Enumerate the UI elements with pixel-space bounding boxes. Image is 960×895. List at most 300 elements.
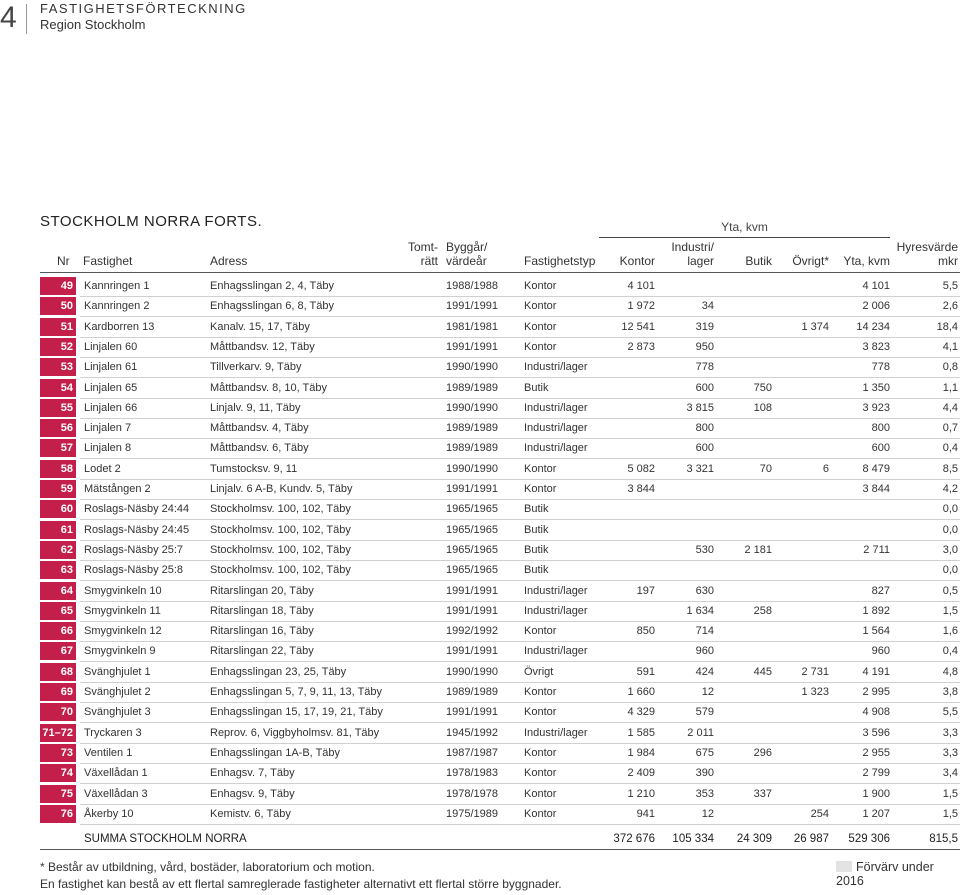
cell-typ: Industri/lager — [524, 401, 588, 414]
cell-typ: Kontor — [524, 483, 557, 495]
cell-industri: 319 — [695, 320, 714, 333]
total-kontor: 372 676 — [613, 833, 655, 845]
cell-hyres: 3,8 — [942, 686, 958, 698]
cell-fastighet: Mätstången 2 — [84, 483, 151, 495]
cell-hyres: 1,5 — [942, 604, 958, 617]
row-number: 57 — [40, 439, 76, 457]
row-number: 54 — [40, 379, 76, 397]
document-title: FASTIGHETSFÖRTECKNING — [40, 1, 247, 16]
table-row — [40, 277, 960, 297]
col-hyres-line2: mkr — [938, 254, 958, 268]
cell-hyres: 0,0 — [942, 564, 958, 577]
cell-fastighet: Smygvinkeln 11 — [84, 604, 161, 617]
cell-hyres: 4,4 — [942, 401, 958, 414]
cell-typ: Industri/lager — [524, 584, 588, 597]
col-fastighetstyp: Fastighetstyp — [524, 254, 596, 268]
cell-ovrigt: 2 731 — [801, 665, 829, 678]
cell-yta: 1 900 — [862, 787, 890, 800]
table-row — [40, 358, 960, 378]
cell-fastighet: Roslags-Näsby 25:7 — [84, 543, 184, 556]
table-row — [40, 338, 960, 358]
table-row — [40, 805, 960, 825]
table-row — [40, 521, 960, 541]
cell-byggar: 1991/1991 — [446, 645, 498, 658]
cell-byggar: 1990/1990 — [446, 462, 498, 475]
header-divider — [26, 4, 27, 34]
cell-typ: Kontor — [524, 787, 557, 800]
row-number: 63 — [40, 561, 76, 579]
cell-byggar: 1988/1988 — [446, 280, 498, 292]
cell-fastighet: Roslags-Näsby 24:44 — [84, 503, 190, 516]
cell-typ: Industri/lager — [524, 422, 588, 435]
cell-adress: Stockholmsv. 100, 102, Täby — [210, 543, 351, 556]
table-row — [40, 785, 960, 805]
cell-byggar: 1991/1991 — [446, 584, 498, 597]
col-ovrigt: Övrigt* — [792, 254, 829, 268]
cell-byggar: 1987/1987 — [446, 746, 498, 759]
cell-fastighet: Tryckaren 3 — [84, 726, 142, 739]
page-number: 4 — [0, 1, 17, 34]
cell-kontor: 12 541 — [621, 320, 655, 333]
cell-yta: 2 995 — [862, 686, 890, 698]
cell-yta: 4 191 — [862, 665, 890, 678]
cell-typ: Kontor — [524, 280, 557, 292]
cell-kontor: 1 972 — [627, 300, 655, 313]
cell-typ: Industri/lager — [524, 726, 588, 739]
cell-ovrigt: 1 323 — [801, 686, 829, 698]
cell-yta: 1 564 — [862, 625, 890, 638]
cell-fastighet: Roslags-Näsby 25:8 — [84, 564, 184, 577]
cell-hyres: 5,5 — [942, 280, 958, 292]
table-row — [40, 724, 960, 744]
col-hyresvarde — [890, 240, 958, 268]
cell-typ: Kontor — [524, 807, 557, 820]
cell-adress: Tumstocksv. 9, 11 — [210, 462, 298, 475]
cell-hyres: 4,8 — [942, 665, 958, 678]
cell-hyres: 0,8 — [942, 361, 958, 374]
cell-hyres: 3,3 — [942, 746, 958, 759]
cell-hyres: 3,4 — [942, 767, 958, 780]
cell-kontor: 850 — [636, 625, 655, 638]
cell-industri: 800 — [695, 422, 714, 435]
cell-byggar: 1981/1981 — [446, 320, 498, 333]
cell-butik: 337 — [753, 787, 772, 800]
legend-label: Förvärv under 2016 — [836, 860, 934, 888]
cell-hyres: 1,1 — [942, 381, 958, 394]
cell-byggar: 1945/1992 — [446, 726, 498, 739]
cell-byggar: 1991/1991 — [446, 604, 498, 617]
cell-butik: 445 — [753, 665, 772, 678]
row-number: 60 — [40, 500, 76, 518]
cell-kontor: 2 873 — [627, 340, 655, 353]
cell-typ: Butik — [524, 503, 549, 516]
table-row — [40, 297, 960, 317]
cell-kontor: 2 409 — [627, 767, 655, 780]
cell-byggar: 1991/1991 — [446, 300, 498, 313]
cell-yta: 2 006 — [862, 300, 890, 313]
total-ovrigt: 26 987 — [793, 833, 829, 845]
row-separator — [80, 824, 960, 825]
cell-typ: Kontor — [524, 746, 557, 759]
col-tomtratt-line1: Tomt- — [408, 240, 438, 254]
cell-adress: Enhagsv. 9, Täby — [210, 787, 295, 800]
total-rule — [40, 849, 960, 850]
cell-byggar: 1991/1991 — [446, 483, 498, 495]
cell-yta: 1 892 — [862, 604, 890, 617]
cell-kontor: 1 585 — [627, 726, 655, 739]
table-row — [40, 744, 960, 764]
row-number: 76 — [40, 805, 76, 823]
table-row — [40, 561, 960, 581]
cell-fastighet: Smygvinkeln 12 — [84, 625, 162, 638]
total-yta: 529 306 — [848, 833, 890, 845]
cell-fastighet: Svänghjulet 2 — [84, 686, 151, 698]
cell-adress: Måttbandsv. 8, 10, Täby — [210, 381, 327, 394]
total-label: SUMMA STOCKHOLM NORRA — [84, 833, 247, 845]
cell-ovrigt: 6 — [822, 462, 829, 475]
table-row — [40, 622, 960, 642]
row-number: 71–72 — [40, 724, 76, 742]
cell-hyres: 1,5 — [942, 807, 958, 820]
row-number: 58 — [40, 460, 76, 478]
cell-industri: 12 — [701, 807, 714, 820]
row-number: 56 — [40, 419, 76, 437]
col-industri — [660, 240, 714, 268]
cell-yta: 800 — [871, 422, 890, 435]
cell-adress: Kanalv. 15, 17, Täby — [210, 320, 310, 333]
cell-fastighet: Linjalen 60 — [84, 340, 138, 353]
row-number: 66 — [40, 622, 76, 640]
cell-adress: Måttbandsv. 6, Täby — [210, 442, 309, 455]
cell-adress: Måttbandsv. 4, Täby — [210, 422, 309, 435]
cell-adress: Ritarslingan 18, Täby — [210, 604, 314, 617]
cell-byggar: 1991/1991 — [446, 706, 498, 719]
row-number: 65 — [40, 602, 76, 620]
cell-typ: Butik — [524, 381, 549, 394]
cell-fastighet: Smygvinkeln 9 — [84, 645, 156, 658]
cell-typ: Butik — [524, 564, 549, 577]
row-number: 75 — [40, 785, 76, 803]
cell-kontor: 5 082 — [627, 462, 655, 475]
cell-industri: 3 815 — [686, 401, 714, 414]
header-rule — [40, 272, 960, 273]
cell-butik: 108 — [753, 401, 772, 414]
section-title: STOCKHOLM NORRA FORTS. — [40, 213, 263, 230]
cell-byggar: 1965/1965 — [446, 543, 498, 556]
legend-swatch — [836, 861, 852, 872]
cell-kontor: 1 984 — [627, 746, 655, 759]
cell-byggar: 1965/1965 — [446, 503, 498, 516]
cell-byggar: 1992/1992 — [446, 625, 498, 638]
cell-hyres: 3,0 — [942, 543, 958, 556]
cell-typ: Kontor — [524, 706, 557, 719]
table-row — [40, 460, 960, 480]
row-number: 69 — [40, 683, 76, 701]
cell-hyres: 0,0 — [942, 523, 958, 536]
row-number: 61 — [40, 521, 76, 539]
document-subtitle: Region Stockholm — [40, 17, 146, 32]
row-number: 74 — [40, 764, 76, 782]
col-industri-line2: lager — [687, 254, 714, 268]
cell-typ: Industri/lager — [524, 442, 588, 455]
cell-adress: Enhagsslingan 15, 17, 19, 21, Täby — [210, 706, 383, 719]
cell-yta: 8 479 — [862, 462, 890, 475]
col-byggar — [446, 240, 487, 268]
cell-byggar: 1978/1978 — [446, 787, 498, 800]
cell-byggar: 1978/1983 — [446, 767, 498, 780]
total-industri: 105 334 — [672, 833, 714, 845]
cell-ovrigt: 1 374 — [801, 320, 829, 333]
cell-fastighet: Linjalen 65 — [84, 381, 138, 394]
col-tomtratt-line2: rätt — [420, 254, 438, 268]
cell-fastighet: Svänghjulet 1 — [84, 665, 151, 678]
total-row — [40, 830, 960, 850]
col-hyres-line1: Hyresvärde — [896, 240, 958, 254]
cell-fastighet: Linjalen 7 — [84, 422, 132, 435]
cell-hyres: 5,5 — [942, 706, 958, 719]
cell-hyres: 0,4 — [942, 442, 958, 455]
table-row — [40, 683, 960, 703]
cell-hyres: 8,5 — [942, 462, 958, 475]
table-row — [40, 500, 960, 520]
cell-industri: 714 — [695, 625, 714, 638]
cell-adress: Enhagsslingan 5, 7, 9, 11, 13, Täby — [210, 686, 383, 698]
row-number: 50 — [40, 297, 76, 315]
cell-typ: Kontor — [524, 625, 557, 638]
cell-adress: Stockholmsv. 100, 102, Täby — [210, 564, 351, 577]
cell-ovrigt: 254 — [810, 807, 829, 820]
cell-typ: Kontor — [524, 300, 557, 313]
cell-typ: Kontor — [524, 462, 557, 475]
table-row — [40, 764, 960, 784]
col-butik: Butik — [745, 254, 772, 268]
cell-yta: 2 711 — [863, 543, 890, 556]
col-fastighet: Fastighet — [83, 254, 133, 268]
cell-typ: Butik — [524, 543, 549, 556]
col-kontor: Kontor — [619, 254, 655, 268]
cell-fastighet: Linjalen 66 — [84, 401, 138, 414]
cell-fastighet: Lodet 2 — [84, 462, 121, 475]
cell-industri: 675 — [695, 746, 714, 759]
cell-typ: Industri/lager — [524, 604, 588, 617]
row-number: 68 — [40, 663, 76, 681]
cell-yta: 960 — [871, 645, 890, 658]
cell-industri: 630 — [695, 584, 714, 597]
cell-hyres: 0,5 — [942, 584, 958, 597]
cell-industri: 600 — [695, 381, 714, 394]
cell-typ: Industri/lager — [524, 361, 588, 374]
cell-typ: Kontor — [524, 340, 557, 353]
cell-kontor: 4 101 — [627, 280, 655, 292]
cell-fastighet: Kardborren 13 — [84, 320, 155, 333]
cell-fastighet: Smygvinkeln 10 — [84, 584, 162, 597]
cell-adress: Stockholmsv. 100, 102, Täby — [210, 503, 351, 516]
col-byggar-line2: värdeår — [446, 254, 487, 268]
cell-byggar: 1989/1989 — [446, 686, 498, 698]
cell-fastighet: Kannringen 2 — [84, 300, 150, 313]
cell-byggar: 1965/1965 — [446, 523, 498, 536]
cell-industri: 12 — [701, 686, 714, 698]
cell-hyres: 2,6 — [942, 300, 958, 313]
row-number: 64 — [40, 582, 76, 600]
cell-hyres: 1,6 — [942, 625, 958, 638]
cell-adress: Enhagsslingan 1A-B, Täby — [210, 746, 341, 759]
table-row — [40, 419, 960, 439]
row-number: 62 — [40, 541, 76, 559]
cell-industri: 579 — [695, 706, 714, 719]
cell-fastighet: Roslags-Näsby 24:45 — [84, 523, 190, 536]
cell-industri: 960 — [695, 645, 714, 658]
cell-industri: 950 — [695, 340, 714, 353]
cell-hyres: 1,5 — [942, 787, 958, 800]
cell-adress: Enhagsslingan 23, 25, Täby — [210, 665, 347, 678]
cell-yta: 2 799 — [862, 767, 890, 780]
table-row — [40, 379, 960, 399]
cell-byggar: 1975/1989 — [446, 807, 498, 820]
row-number: 51 — [40, 318, 76, 336]
cell-adress: Linjalv. 6 A-B, Kundv. 5, Täby — [210, 483, 353, 495]
cell-fastighet: Linjalen 8 — [84, 442, 132, 455]
table-row — [40, 663, 960, 683]
table-row — [40, 642, 960, 662]
cell-typ: Kontor — [524, 320, 557, 333]
cell-yta: 827 — [871, 584, 890, 597]
table-row — [40, 602, 960, 622]
table-row — [40, 318, 960, 338]
cell-adress: Reprov. 6, Viggbyholmsv. 81, Täby — [210, 726, 380, 739]
cell-adress: Enhagsslingan 6, 8, Täby — [210, 300, 334, 313]
cell-byggar: 1990/1990 — [446, 361, 498, 374]
cell-adress: Kemistv. 6, Täby — [210, 807, 291, 820]
cell-kontor: 4 329 — [627, 706, 655, 719]
cell-hyres: 4,1 — [942, 340, 958, 353]
cell-adress: Måttbandsv. 12, Täby — [210, 340, 315, 353]
footnote-2: En fastighet kan bestå av ett flertal samreglerade fastigheter alternativt ett flertal större byggnader. — [40, 877, 562, 891]
cell-industri: 778 — [695, 361, 714, 374]
table-row — [40, 703, 960, 723]
cell-yta: 3 844 — [862, 483, 890, 495]
legend — [836, 860, 960, 888]
cell-byggar: 1990/1990 — [446, 665, 498, 678]
cell-kontor: 941 — [636, 807, 655, 820]
cell-kontor: 591 — [636, 665, 655, 678]
cell-fastighet: Växellådan 1 — [84, 767, 148, 780]
cell-adress: Ritarslingan 16, Täby — [210, 625, 314, 638]
yta-group-header: Yta, kvm — [599, 220, 890, 238]
cell-kontor: 1 660 — [627, 686, 655, 698]
row-number: 55 — [40, 399, 76, 417]
col-industri-line1: Industri/ — [671, 240, 714, 254]
cell-yta: 14 234 — [856, 320, 890, 333]
row-number: 49 — [40, 277, 76, 295]
cell-butik: 258 — [753, 604, 772, 617]
cell-hyres: 0,4 — [942, 645, 958, 658]
cell-industri: 3 321 — [686, 462, 714, 475]
cell-hyres: 3,3 — [942, 726, 958, 739]
cell-industri: 353 — [695, 787, 714, 800]
cell-byggar: 1965/1965 — [446, 564, 498, 577]
col-yta: Yta, kvm — [843, 254, 890, 268]
cell-byggar: 1989/1989 — [446, 381, 498, 394]
cell-kontor: 3 844 — [627, 483, 655, 495]
cell-typ: Industri/lager — [524, 645, 588, 658]
cell-typ: Kontor — [524, 767, 557, 780]
cell-industri: 2 011 — [687, 726, 714, 739]
cell-hyres: 0,0 — [942, 503, 958, 516]
cell-fastighet: Kannringen 1 — [84, 280, 150, 292]
total-butik: 24 309 — [736, 833, 772, 845]
cell-yta: 2 955 — [862, 746, 890, 759]
cell-hyres: 4,2 — [942, 483, 958, 495]
cell-yta: 778 — [871, 361, 890, 374]
cell-yta: 4 908 — [862, 706, 890, 719]
cell-fastighet: Svänghjulet 3 — [84, 706, 151, 719]
cell-hyres: 0,7 — [942, 422, 958, 435]
col-nr: Nr — [57, 254, 70, 268]
cell-adress: Ritarslingan 22, Täby — [210, 645, 314, 658]
cell-yta: 4 101 — [862, 280, 890, 292]
cell-industri: 424 — [695, 665, 714, 678]
cell-butik: 750 — [753, 381, 772, 394]
table-row — [40, 399, 960, 419]
cell-adress: Ritarslingan 20, Täby — [210, 584, 314, 597]
cell-yta: 600 — [871, 442, 890, 455]
cell-byggar: 1989/1989 — [446, 422, 498, 435]
row-number: 67 — [40, 642, 76, 660]
cell-adress: Stockholmsv. 100, 102, Täby — [210, 523, 351, 536]
cell-byggar: 1989/1989 — [446, 442, 498, 455]
cell-fastighet: Linjalen 61 — [84, 361, 138, 374]
row-number: 53 — [40, 358, 76, 376]
cell-yta: 1 207 — [862, 807, 890, 820]
cell-industri: 530 — [695, 543, 714, 556]
cell-yta: 3 923 — [862, 401, 890, 414]
footnote-1: * Består av utbildning, vård, bostäder, laboratorium och motion. — [40, 860, 375, 874]
cell-adress: Linjalv. 9, 11, Täby — [210, 401, 301, 414]
cell-butik: 2 181 — [744, 543, 772, 556]
table-row — [40, 439, 960, 459]
cell-typ: Butik — [524, 523, 549, 536]
cell-adress: Enhagsv. 7, Täby — [210, 767, 295, 780]
cell-fastighet: Åkerby 10 — [84, 807, 134, 820]
cell-adress: Tillverkarv. 9, Täby — [210, 361, 302, 374]
cell-industri: 34 — [701, 300, 714, 313]
cell-industri: 1 634 — [686, 604, 714, 617]
table-row — [40, 480, 960, 500]
cell-yta: 3 596 — [862, 726, 890, 739]
cell-kontor: 1 210 — [627, 787, 655, 800]
cell-industri: 600 — [695, 442, 714, 455]
table-row — [40, 582, 960, 602]
row-number: 59 — [40, 480, 76, 498]
table-row — [40, 541, 960, 561]
cell-typ: Övrigt — [524, 665, 554, 678]
total-hyres: 815,5 — [929, 833, 958, 845]
cell-hyres: 18,4 — [936, 320, 958, 333]
cell-industri: 390 — [695, 767, 714, 780]
cell-typ: Kontor — [524, 686, 557, 698]
row-number: 52 — [40, 338, 76, 356]
cell-byggar: 1991/1991 — [446, 340, 498, 353]
row-number: 70 — [40, 703, 76, 721]
col-adress: Adress — [210, 254, 248, 268]
cell-fastighet: Växellådan 3 — [84, 787, 148, 800]
cell-yta: 1 350 — [862, 381, 890, 394]
cell-kontor: 197 — [636, 584, 655, 597]
cell-byggar: 1990/1990 — [446, 401, 498, 414]
cell-butik: 296 — [753, 746, 772, 759]
cell-yta: 3 823 — [862, 340, 890, 353]
